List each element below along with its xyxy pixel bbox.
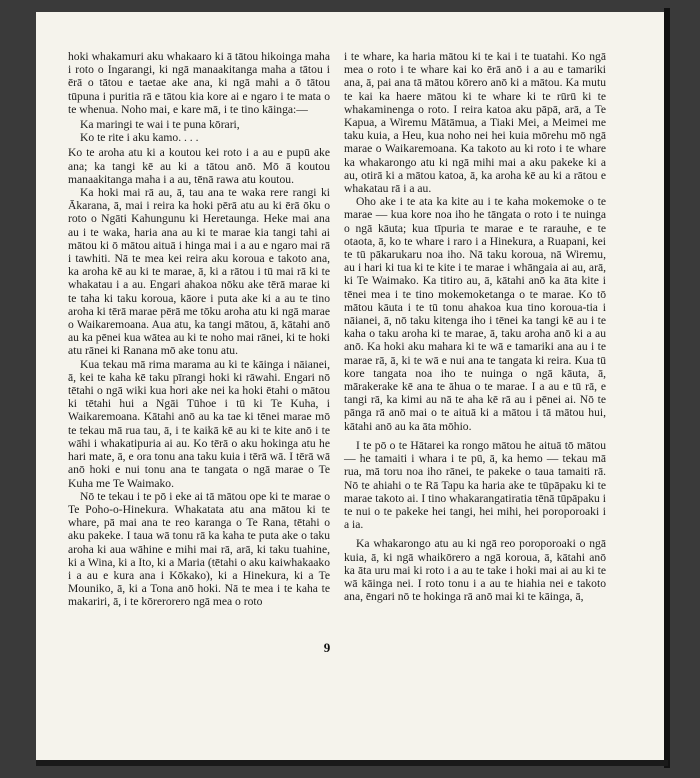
page-edge-shadow xyxy=(664,8,670,768)
paragraph: Ka hoki mai rā au, ā, tau ana te waka rere rangi ki Ākarana, ā, mai i reira ka hoki pērā atu au ki ērā ōku o roto o Ngāti Kahungunu ki Heretaunga. Heke mai ana au i te waka, haria ana au ki te marae kia tangi tahi ai mātou ki ō mātou aituā i hinga mai i a au e ngaro mai rā i tawhiti. Nā te mea kei reira aku koroua e takoto ana, ka aroha kē au ki te marae, ā, ki a rātou i tū mai rā ki te whakatau i a au. Engari ahakoa nōku ake tērā marae ki te taha ki taku koroua, kāore i puta ake ki a au te tino aroha ki tērā marae pērā me tōku aroha atu ki ngā marae o Waikaremoana. Aua atu, ka tangi mātou, ā, kātahi anō au ka pēnei kua wātea au ki te noho mai rānei, ki te hoki atu rānei ki Ranana mō ake tonu atu. xyxy=(68,186,330,358)
verse-quote xyxy=(80,118,330,144)
paragraph: Kua tekau mā rima marama au ki te kāinga i nāianei, ā, kei te kaha kē taku pīrangi hoki ki rāwahi. Engari nō tētahi o ngā wiki kua hori ake nei ka hoki ētahi o mātou ki tētahi hui a Ngāi Tūhoe i tū ki Te Kuha, i Waikaremoana. Kātahi anō au ka tae ki tēnei marae mō te tekau mā rua tau, ā, i te kaikā kē au ki te kite anō i te wāhi i whakatipuria ai au. Ko tērā o aku hokinga atu he hari mate, ā, e ora tonu ana taku kuia i tērā wā. I tērā wā anō hoki e nui tonu ana te tangata o ngā marae o Te Kuha me Te Waimako. xyxy=(68,357,330,490)
verse-line: Ka maringi te wai i te puna kōrari, xyxy=(80,118,240,132)
paragraph: Ko te aroha atu ki a koutou kei roto i a au e pupū ake ana; ka tangi kē au ki a tātou anō. Mō ā koutou manaakitanga maha i a au, tēnā rawa atu koutou. xyxy=(68,146,330,186)
left-column xyxy=(68,50,330,609)
page-number: 9 xyxy=(323,640,331,655)
verse-line: Ko te rite i aku kamo. . . . xyxy=(80,131,199,145)
right-column xyxy=(344,50,606,603)
paragraph: Nō te tekau i te pō i eke ai tā mātou ope ki te marae o Te Poho-o-Hinekura. Whakatata atu ana mātou ki te whare, pā mai ana te reo karanga o Te Rana, tētahi o aku pakeke. I taua wā tonu rā ka kaha te puta ake o taku aroha ki aua wāhine e mihi mai rā, arā, ki taku tuahine, ki a Wina, ki a Ito, ki a Maria (tētahi o aku kaiwhakaako i a au e kura ana i Kōkako), ki a Hinekura, ki a Te Mouniko, ā, ki a Tona anō hoki. Nā te mea i te kaha te makariri, ā, i te kōrerorero ngā mea o roto xyxy=(68,489,330,609)
paragraph: Ka whakarongo atu au ki ngā reo poroporoaki o ngā kuia, ā, ki ngā whaikōrero a ngā koroua, ā, kātahi anō ka āta uru mai ki roto i a au te take i hoki mai ai au ki te wā kāinga nei. I roto tonu i a au te hiahia nei e takoto ana, ēngari nō te hokinga rā anō mai ki te kāinga, ā, xyxy=(344,537,606,604)
paragraph: i te whare, ka haria mātou ki te kai i te tuatahi. Ko ngā mea o roto i te whare kai ko ērā anō i a au e tamariki ana, ā, pai ana tā mātou kōrero anō ki a mātou. Ka mutu te kai ka haere mātou ki te whare ki te rūrū ki te whakaminenga o roto. I reira katoa aku pāpā, arā, a Te Kapua, a Wiremu Mātāmua, a Tiaki Mei, a Meimei me taku kuia, a Heu, kua noho nei hei kuia mōrehu mō ngā marae o Waikaremoana. Ka takoto au ki roto i te whare ka whakarongo atu ki ngā mihi mai a aku pakeke ki a au, otirā ki a mātou katoa, ā, ka aroha kē au ki a rātou e whakatau rā i a au. xyxy=(344,50,606,196)
page-bottom-shadow xyxy=(36,760,668,766)
paragraph: Oho ake i te ata ka kite au i te kaha mokemoke o te marae — kua kore noa iho he tāngata o roto i te nuinga o ngā kāuta; kua tīpuria te marae e te rarauhe, e te otaota, ā, ko te whare i raro i a Hinekura, a Ruapani, kei te tū pākarukaru noa iho. Nā taku koroua, nā Wiremu, au i hari ki tua ki te kite i te marae i whāngaia ai au, arā, ki Te Waimako. Ka titiro au, ā, kātahi anō ka āta kite i tēnei mea i te tino mokemoketanga o te marae. Ko tō mātou kāuta i te tū tonu ahakoa kua tino koroua-tia i nāianei, ā, nō taku kitenga iho i tēnei ka tangi kē au i te kaha o taku aroha ki te marae, ā, taku aroha anō ki a au anō. Ka hoki aku mahara ki te wā e tamariki ana au i te marae rā, ā, ki te wā e nui ana te tangata ki reira. Kua tū kore tangata noa iho te nuinga o ngā kāuta, ā, mārakerake kē ana te āhua o te marae. I a au e tū rā, e tangi rā, ka kimi au nā te aha kē rā au i pēnei ai. Nō te pānga rā anō mai o te aituā ki a mātou i tā mātou hui, kātahi anō au ka āta mōhio. xyxy=(344,195,606,433)
paragraph: hoki whakamuri aku whakaaro ki ā tātou hikoinga maha i roto o Ingarangi, ki ngā manaakitanga maha a tātou i ērā o tātou e taetae ake ana, ki ngā mahi a ō tātou tūpuna i puritia rā e tātou kia kore ai e ngaro i te mata o te whenua. Noho mai, e kare mā, i te tino kāinga:— xyxy=(68,50,330,116)
paragraph: I te pō o te Hātarei ka rongo mātou he aituā tō mātou — he tamaiti i whara i te pū, ā, ka hemo — tekau mā rua, mā toru noa iho rānei, te pakeke o taua tamaiti rā. Nō te ahiahi o te Rā Tapu ka haria ake te tūpāpaku ki te marae takoto ai. I tino whakarangatiratia tēnā tūpāpaku i te nui o te pakeke hei tangi, hei mihi, hei poroporoaki i a ia. xyxy=(344,438,606,532)
